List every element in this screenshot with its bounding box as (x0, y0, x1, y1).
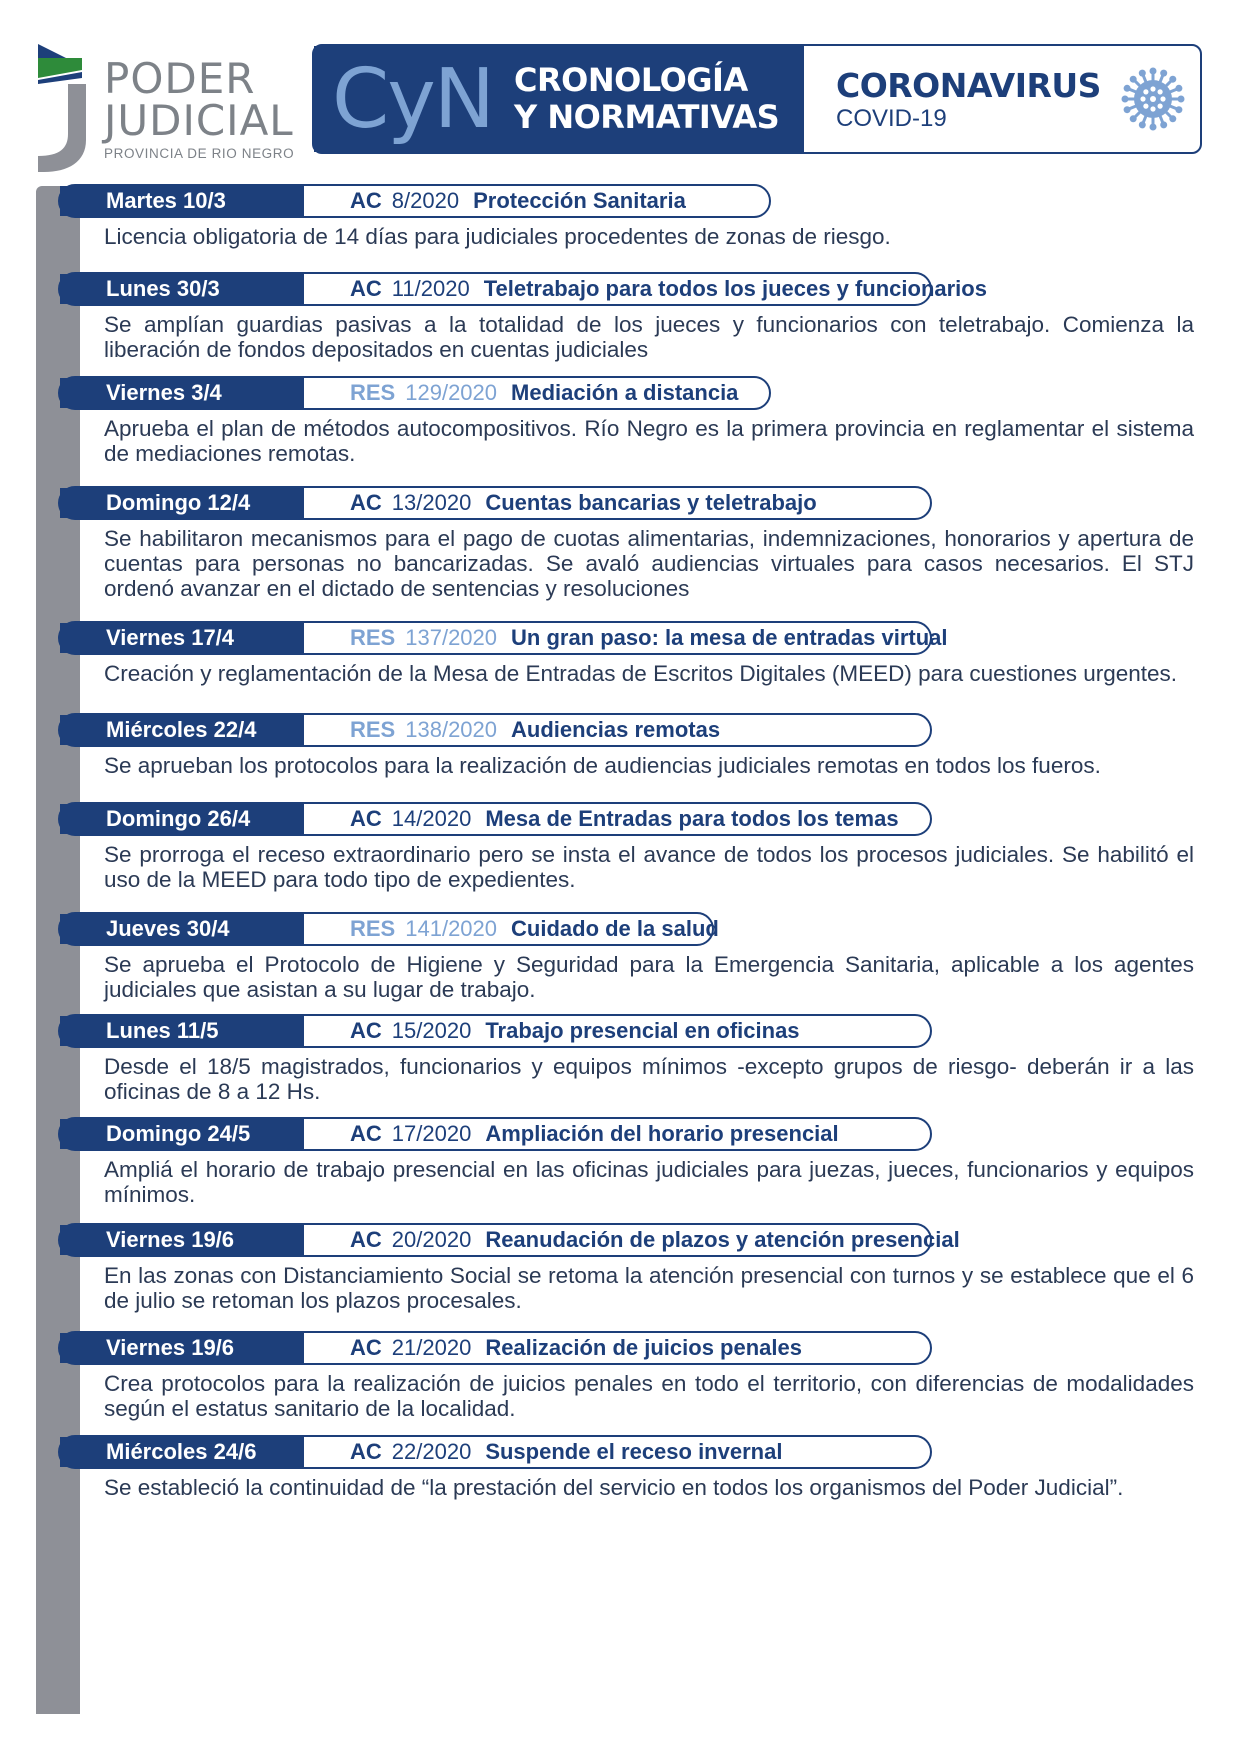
logo-title-line2: JUDICIAL (104, 96, 294, 145)
entry-description: Licencia obligatoria de 14 días para judiciales procedentes de zonas de riesgo. (104, 224, 891, 249)
timeline-entry (58, 1014, 1208, 1104)
entry-description: Se aprueba el Protocolo de Higiene y Seguridad para la Emergencia Sanitaria, aplicable a los agentes judiciales que asistan a su lugar de trabajo. (104, 952, 1194, 1002)
timeline-entry (58, 1223, 1208, 1313)
virus-icon (1120, 66, 1186, 132)
timeline-entry (58, 1331, 1208, 1421)
entry-norm-number: 8/2020 (391, 188, 460, 213)
entry-norm (350, 488, 817, 517)
entry-date: Martes 10/3 (60, 186, 304, 216)
entry-date: Viernes 3/4 (60, 378, 304, 408)
entry-norm-number: 129/2020 (405, 380, 498, 405)
entry-norm-type: AC (350, 490, 382, 515)
banner-title (514, 62, 779, 136)
entry-norm (350, 914, 719, 943)
timeline-entry (58, 802, 1208, 892)
topic-subtitle: COVID-19 (836, 105, 947, 132)
entry-date: Domingo 12/4 (60, 488, 304, 518)
entry-title: Cuentas bancarias y teletrabajo (485, 490, 817, 515)
entry-description: Se estableció la continuidad de “la prestación del servicio en todos los organismos del Poder Judicial”. (104, 1475, 1124, 1500)
entry-norm (350, 804, 899, 833)
timeline-entry (58, 272, 1208, 362)
entry-norm-type: RES (350, 916, 396, 941)
banner-left-panel (314, 46, 804, 152)
entry-norm-number: 20/2020 (391, 1227, 472, 1252)
entry-header-pill (58, 1117, 932, 1151)
entry-norm-type: AC (350, 1018, 382, 1043)
entry-norm (350, 1119, 839, 1148)
entry-date: Domingo 24/5 (60, 1119, 304, 1149)
entry-date: Viernes 19/6 (60, 1225, 304, 1255)
entry-norm (350, 274, 987, 303)
entry-header-pill (58, 1014, 932, 1048)
entry-norm (350, 715, 720, 744)
entry-date: Miércoles 24/6 (60, 1437, 304, 1467)
entry-norm-number: 22/2020 (391, 1439, 472, 1464)
banner-title-line1: CRONOLOGÍA (514, 61, 748, 99)
entry-norm-number: 11/2020 (391, 276, 470, 301)
topic-title: CORONAVIRUS (836, 66, 1101, 105)
entry-norm-number: 14/2020 (391, 806, 472, 831)
logo-subtitle: PROVINCIA DE RIO NEGRO (104, 146, 295, 161)
timeline-entry (58, 912, 1208, 1002)
entry-date: Domingo 26/4 (60, 804, 304, 834)
entry-norm (350, 378, 738, 407)
entry-description: Ampliá el horario de trabajo presencial en las oficinas judiciales para juezas, jueces, funcionarios y equipos mínimos. (104, 1157, 1194, 1207)
entry-description: Se habilitaron mecanismos para el pago de cuotas alimentarias, indemnizaciones, honorarios y apertura de cuentas para personas no bancarizadas. Se avaló audiencias virtuales para casos necesarios. El STJ ordenó avanzar en el dictado de sentencias y resoluciones (104, 526, 1194, 601)
entry-header-pill (58, 713, 932, 747)
timeline-entry (58, 376, 1208, 466)
entry-norm-number: 137/2020 (405, 625, 498, 650)
entry-title: Trabajo presencial en oficinas (485, 1018, 800, 1043)
entry-norm-number: 21/2020 (391, 1335, 472, 1360)
entry-date: Jueves 30/4 (60, 914, 304, 944)
entry-header-pill (58, 912, 719, 946)
entry-header-pill (58, 272, 987, 306)
entry-title: Reanudación de plazos y atención presencial (485, 1227, 960, 1252)
entry-norm-number: 13/2020 (391, 490, 472, 515)
entry-description: Se amplían guardias pasivas a la totalidad de los jueces y funcionarios con teletrabajo. Comienza la liberación de fondos depositados en cuentas judiciales (104, 312, 1194, 362)
entry-description: Se prorroga el receso extraordinario pero se insta el avance de todos los procesos judiciales. Se habilitó el uso de la MEED para todo tipo de expedientes. (104, 842, 1194, 892)
banner-title-line2: Y NORMATIVAS (514, 98, 780, 136)
entry-norm-number: 17/2020 (391, 1121, 472, 1146)
entry-header-pill (58, 1331, 932, 1365)
entry-norm (350, 1016, 800, 1045)
entry-norm-type: RES (350, 625, 396, 650)
entry-header-pill (58, 621, 948, 655)
entry-date: Lunes 30/3 (60, 274, 304, 304)
entry-norm-type: AC (350, 188, 382, 213)
entry-norm (350, 1437, 782, 1466)
entry-norm (350, 623, 948, 652)
entry-title: Cuidado de la salud (511, 916, 719, 941)
entry-norm-type: AC (350, 806, 382, 831)
entry-description: Aprueba el plan de métodos autocompositivos. Río Negro es la primera provincia en reglamentar el sistema de mediaciones remotas. (104, 416, 1194, 466)
entry-header-pill (58, 1435, 932, 1469)
entry-description: Creación y reglamentación de la Mesa de Entradas de Escritos Digitales (MEED) para cuestiones urgentes. (104, 661, 1178, 686)
entry-norm-type: RES (350, 380, 396, 405)
header-banner (312, 44, 1202, 154)
entry-title: Ampliación del horario presencial (485, 1121, 839, 1146)
poder-judicial-logo (38, 44, 308, 174)
entry-norm-number: 138/2020 (405, 717, 498, 742)
timeline-entry (58, 621, 1208, 686)
timeline-entry (58, 486, 1208, 601)
entry-norm (350, 1333, 802, 1362)
entry-description: En las zonas con Distanciamiento Social se retoma la atención presencial con turnos y se establece que el 6 de julio se retoman los plazos procesales. (104, 1263, 1194, 1313)
banner-right-panel (804, 46, 1200, 152)
entry-norm-type: AC (350, 276, 382, 301)
entry-title: Mediación a distancia (511, 380, 739, 405)
timeline-entry (58, 1435, 1208, 1500)
entry-norm (350, 1225, 960, 1254)
entry-header-pill (58, 486, 932, 520)
entry-title: Teletrabajo para todos los jueces y funcionarios (483, 276, 987, 301)
entry-description: Crea protocolos para la realización de juicios penales en todo el territorio, con diferencias de modalidades según el estatus sanitario de la localidad. (104, 1371, 1194, 1421)
entry-description: Desde el 18/5 magistrados, funcionarios y equipos mínimos -excepto grupos de riesgo- deberán ir a las oficinas de 8 a 12 Hs. (104, 1054, 1194, 1104)
entry-norm-type: AC (350, 1121, 382, 1146)
entry-title: Audiencias remotas (511, 717, 721, 742)
entry-description: Se aprueban los protocolos para la realización de audiencias judiciales remotas en todos los fueros. (104, 753, 1101, 778)
timeline-entry (58, 184, 1208, 249)
entry-date: Miércoles 22/4 (60, 715, 304, 745)
entry-title: Un gran paso: la mesa de entradas virtual (511, 625, 948, 650)
entry-norm-type: AC (350, 1227, 382, 1252)
poder-judicial-emblem-icon (38, 44, 100, 174)
entry-header-pill (58, 184, 771, 218)
entry-title: Protección Sanitaria (473, 188, 686, 213)
entry-date: Viernes 19/6 (60, 1333, 304, 1363)
entry-norm-number: 15/2020 (391, 1018, 472, 1043)
banner-abbreviation: CyN (332, 52, 494, 147)
entry-norm-type: AC (350, 1335, 382, 1360)
entry-title: Mesa de Entradas para todos los temas (485, 806, 899, 831)
timeline-entry (58, 1117, 1208, 1207)
entry-norm-type: AC (350, 1439, 382, 1464)
logo-title-line1: PODER (104, 54, 256, 103)
entry-norm-type: RES (350, 717, 396, 742)
entry-date: Lunes 11/5 (60, 1016, 304, 1046)
entry-header-pill (58, 1223, 960, 1257)
entry-header-pill (58, 802, 932, 836)
timeline-entry (58, 713, 1208, 778)
entry-norm (350, 186, 686, 215)
entry-header-pill (58, 376, 771, 410)
entry-date: Viernes 17/4 (60, 623, 304, 653)
entry-title: Realización de juicios penales (485, 1335, 802, 1360)
entry-title: Suspende el receso invernal (485, 1439, 783, 1464)
entry-norm-number: 141/2020 (405, 916, 498, 941)
